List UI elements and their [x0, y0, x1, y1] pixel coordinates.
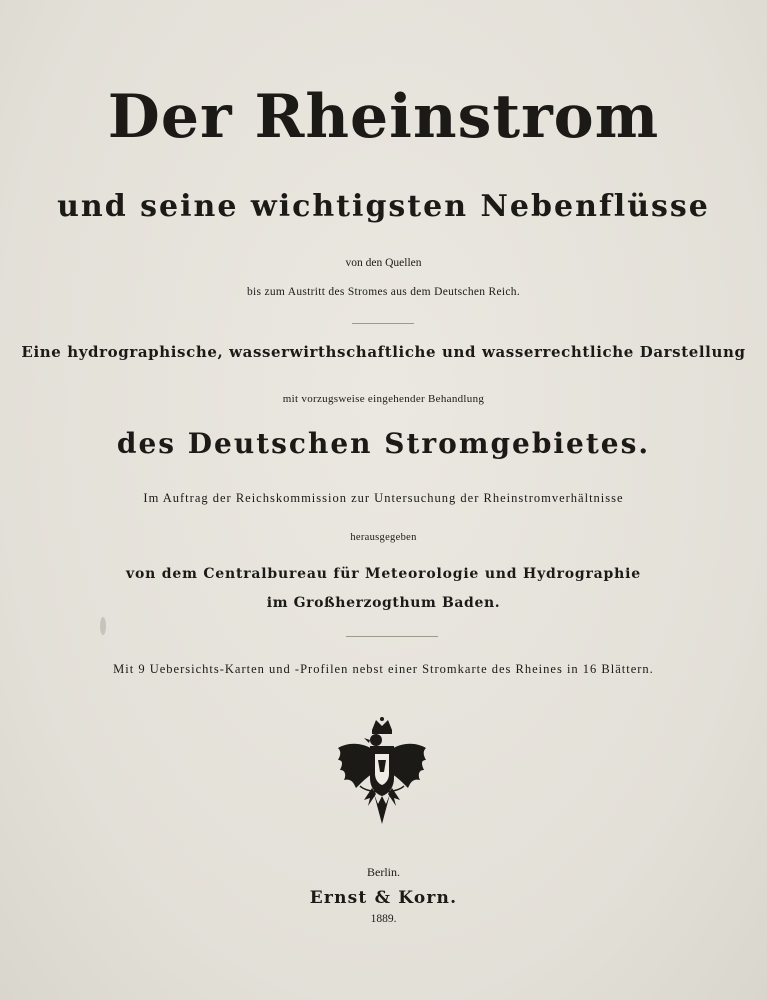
description-line: Eine hydrographische, wasserwirthschaftliche und wasserrechtliche Darstellung — [21, 343, 746, 361]
book-subtitle: und seine wichtigsten Nebenflüsse — [57, 189, 710, 224]
editor-line-2: im Großherzogthum Baden. — [266, 595, 501, 611]
publication-place: Berlin. — [367, 865, 400, 879]
origin-line-2: bis zum Austritt des Stromes aus dem Deutschen Reich. — [246, 286, 520, 298]
editor-label: herausgegeben — [350, 532, 417, 543]
publisher-name: Ernst & Korn. — [309, 888, 458, 908]
maps-line: Mit 9 Uebersichts-Karten und -Profilen nebst einer Stromkarte des Rheines in 16 Blättern. — [113, 662, 654, 676]
book-title: Der Rheinstrom — [107, 82, 660, 152]
imperial-eagle-icon — [334, 716, 430, 828]
paper-stain — [100, 617, 106, 635]
origin-line-1: von den Quellen — [345, 257, 422, 269]
editor-line-1: von dem Centralbureau für Meteorologie und Hydrographie — [126, 566, 641, 582]
treatment-line: mit vorzugsweise eingehender Behandlung — [282, 393, 485, 405]
publication-year: 1889. — [370, 913, 397, 925]
divider-rule — [346, 636, 438, 637]
main-subject: des Deutschen Stromgebietes. — [116, 427, 651, 460]
divider-rule — [352, 323, 414, 324]
commission-line: Im Auftrag der Reichskommission zur Untersuchung der Rheinstromverhältnisse — [143, 491, 624, 505]
